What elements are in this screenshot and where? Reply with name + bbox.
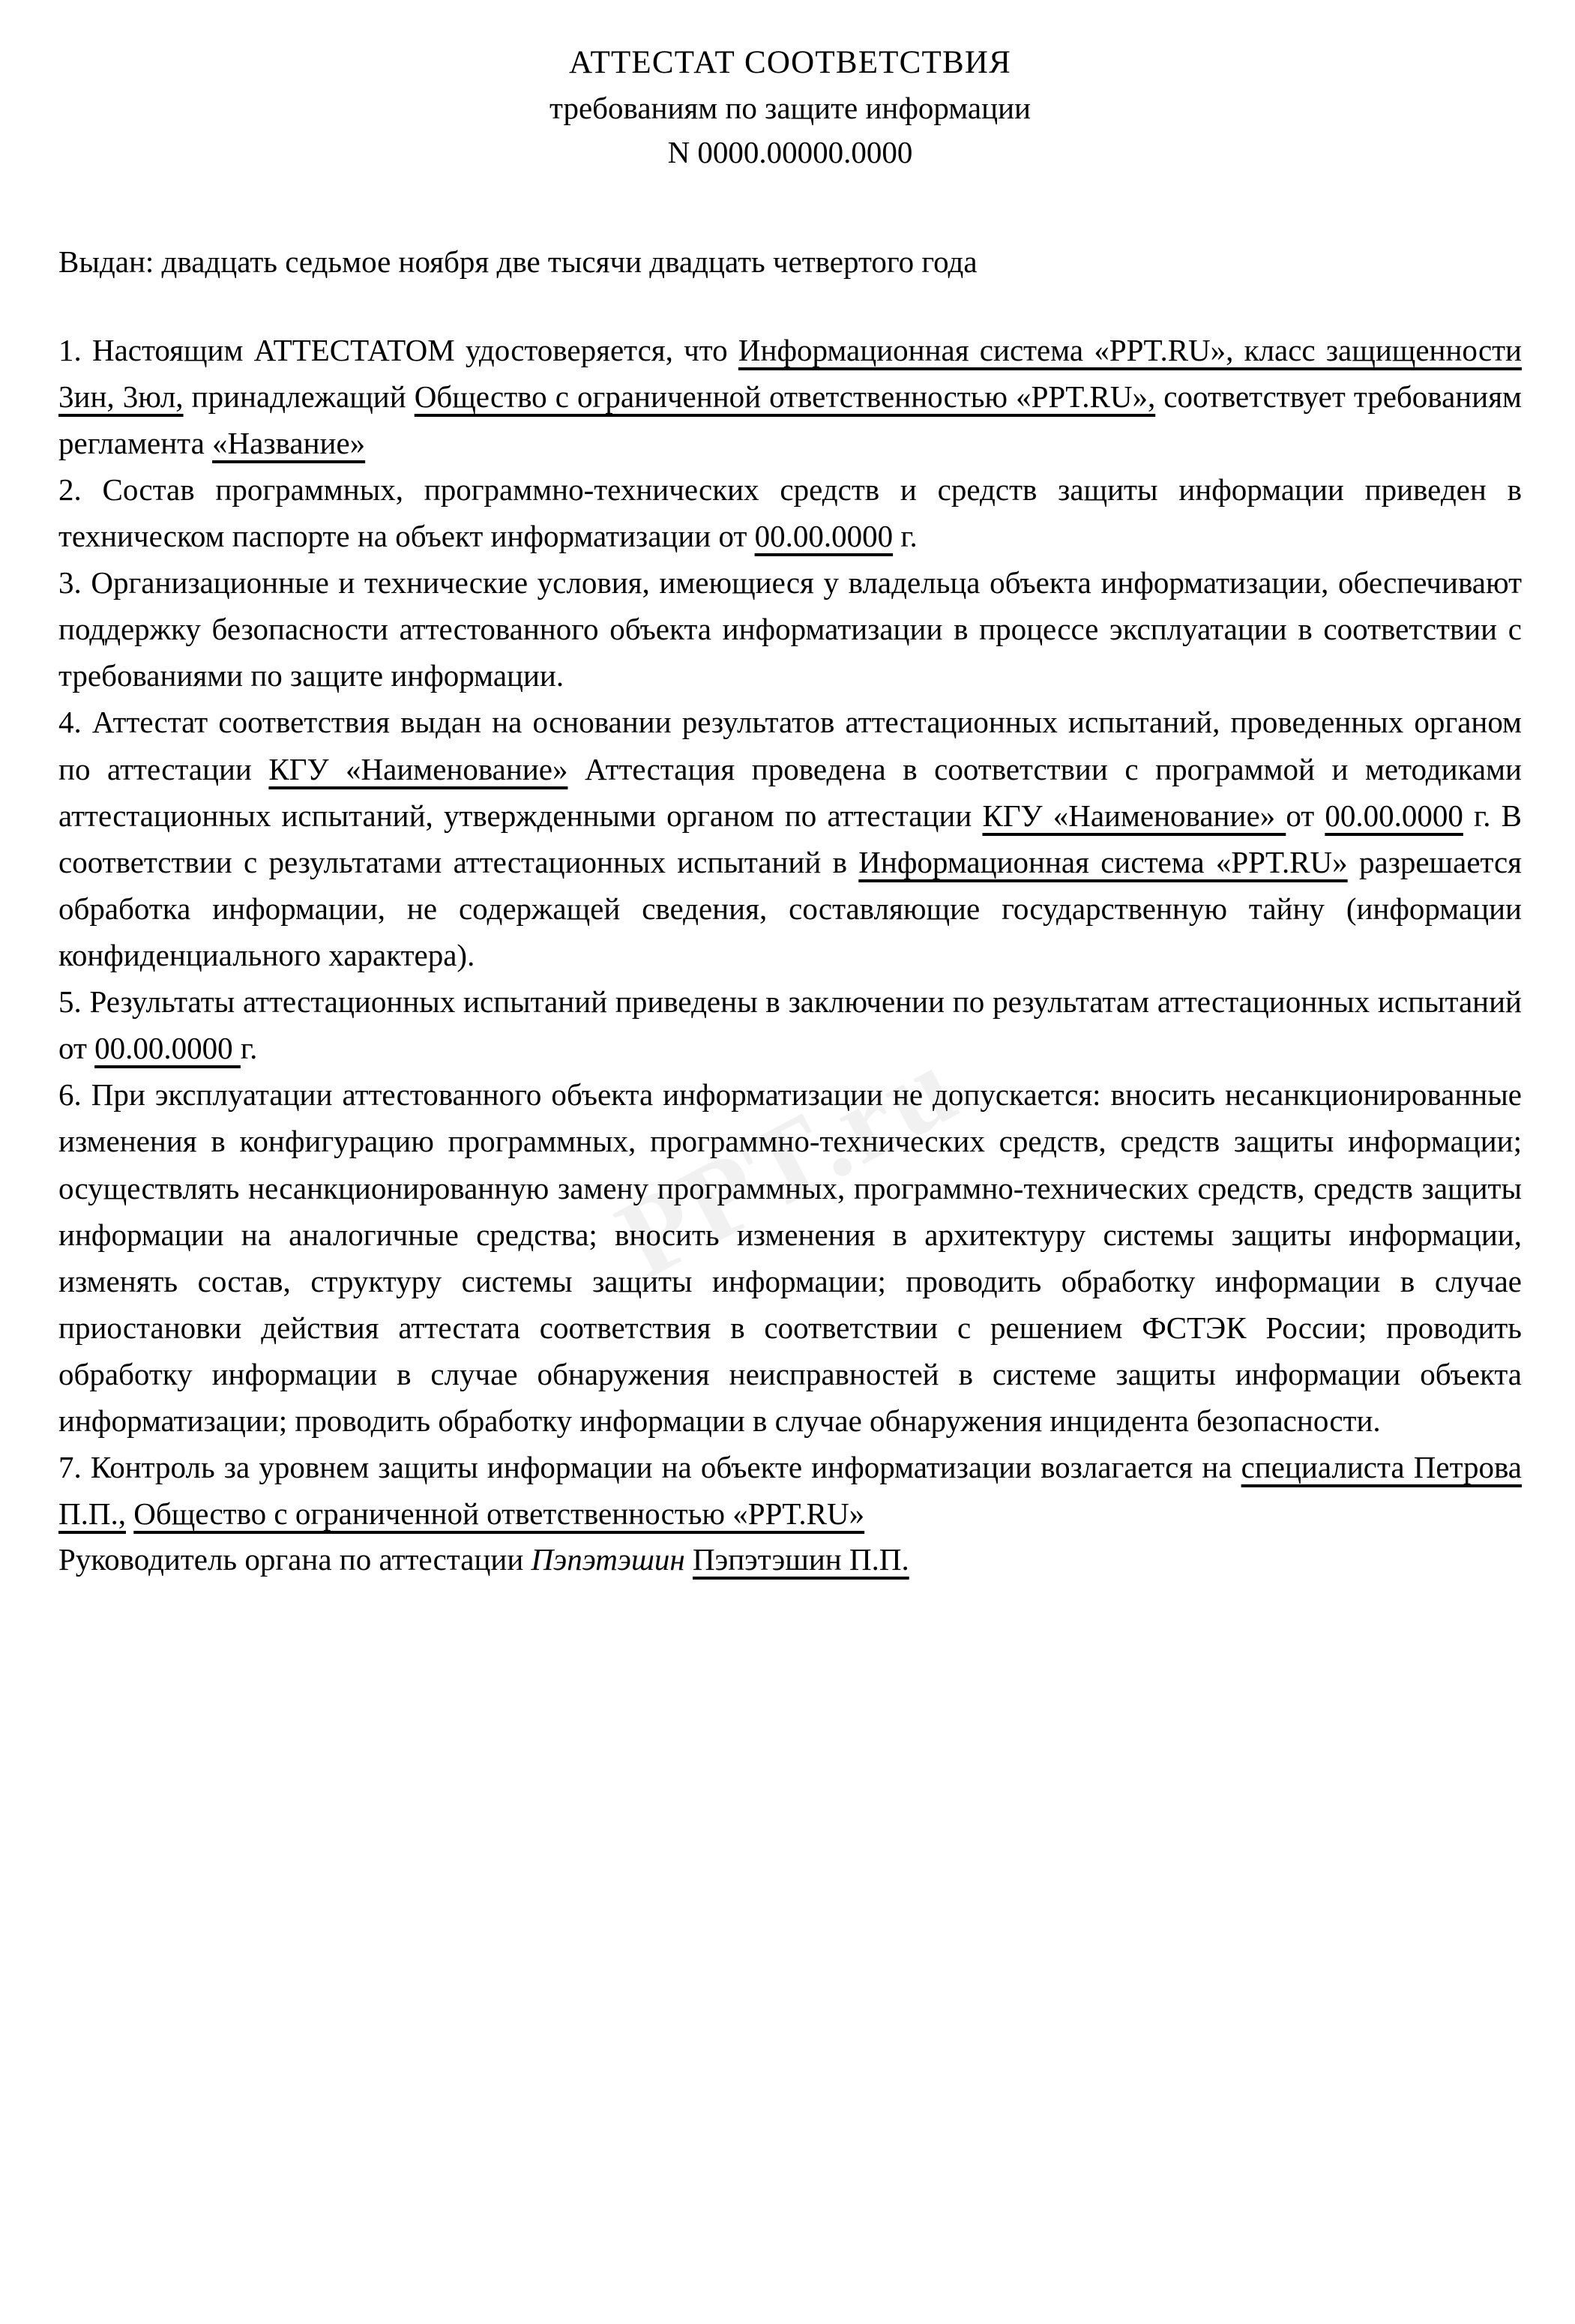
clause-7-text-1: 7. Контроль за уровнем защиты информации на объекте информатизации возлагается на bbox=[58, 1450, 1241, 1485]
signature-spacer bbox=[685, 1542, 693, 1577]
clause-6-text-1: 6. При эксплуатации аттестованного объекта информатизации не допускается: вносить несанкционированные изменения в конфигурацию программных, программно-технических средств, средств защиты информации; осуществлять несанкционированную замену программных, программно-технических средств, средств защиты информации на аналогичные средства; вносить изменения в архитектуру системы защиты информации, изменять состав, структуру системы защиты информации; проводить обработку информации в случае приостановки действия аттестата соответствия в соответствии с решением ФСТЭК России; проводить обработку информации в случае обнаружения неисправностей в системе защиты информации объекта информатизации; проводить обработку информации в случае обнаружения инцидента безопасности. bbox=[58, 1077, 1522, 1439]
issue-date-line: Выдан: двадцать седьмое ноября две тысячи двадцать четвертого года bbox=[58, 244, 978, 280]
clause-4-underline-4: Информационная система «PPT.RU» bbox=[858, 844, 1348, 879]
clause-5-text-1: 5. Результаты аттестационных испытаний приведены в заключении по результатам аттестационных испытаний от bbox=[58, 984, 1522, 1066]
clause-1 bbox=[58, 327, 1522, 466]
clause-2-text-1: 2. Состав программных, программно-технических средств и средств защиты информации приведен в техническом паспорте на объект информатизации от bbox=[58, 472, 1522, 553]
clause-1-text-2: принадлежащий bbox=[183, 379, 415, 414]
clause-2 bbox=[58, 466, 1522, 559]
document-subtitle: требованиям по защите информации bbox=[549, 90, 1031, 125]
clause-5-underline-1: 00.00.0000 bbox=[94, 1031, 241, 1066]
clauses-block bbox=[58, 327, 1522, 1583]
clause-1-text-3: соответствует требованиям регламента bbox=[58, 379, 1522, 460]
clause-1-underline-1: Информационная система «PPT.RU», класс защищенности 3ин, 3юл, bbox=[58, 332, 1522, 414]
clause-4-underline-2: КГУ «Наименование» bbox=[982, 798, 1286, 833]
clause-2-underline-1: 00.00.0000 bbox=[754, 518, 894, 553]
document-header bbox=[58, 42, 1522, 172]
clause-4-underline-3: 00.00.0000 bbox=[1325, 798, 1463, 833]
clause-4 bbox=[58, 699, 1522, 978]
clause-3-text-1: 3. Организационные и технические условия, имеющиеся у владельца объекта информатизации, обеспечивают поддержку безопасности аттестованного объекта информатизации в процессе эксплуатации в соответствии с требованиями по защите информации. bbox=[58, 565, 1522, 693]
signature-line bbox=[58, 1537, 1522, 1583]
clause-1-underline-3: «Название» bbox=[212, 425, 366, 460]
signature-name: Пэпэтэшин П.П. bbox=[693, 1542, 909, 1577]
clause-4-text-3: от bbox=[1286, 798, 1325, 833]
clause-4-text-1: 4. Аттестат соответствия выдан на основании результатов аттестационных испытаний, проведенных органом по аттестации bbox=[58, 705, 1522, 786]
signature-script: Пэпэтэшин bbox=[531, 1542, 685, 1577]
clause-4-text-5: разрешается обработка информации, не содержащей сведения, составляющие государственную тайну (информации конфиденциального характера). bbox=[58, 844, 1522, 972]
clause-7-text-2 bbox=[126, 1496, 133, 1531]
watermark-text: PPT.ru bbox=[598, 1022, 977, 1302]
clause-2-text-2: г. bbox=[893, 518, 918, 553]
clause-5 bbox=[58, 978, 1522, 1071]
signature-role: Руководитель органа по аттестации bbox=[58, 1542, 531, 1577]
clause-7-underline-1: специалиста Петрова П.П., bbox=[58, 1450, 1522, 1532]
clause-4-underline-1: КГУ «Наименование» bbox=[268, 751, 568, 786]
clause-5-text-2: г. bbox=[240, 1031, 258, 1066]
clause-3 bbox=[58, 559, 1522, 699]
clause-4-text-4: г. В соответствии с результатами аттестационных испытаний в bbox=[58, 798, 1522, 879]
clause-6 bbox=[58, 1071, 1522, 1444]
document-title: АТТЕСТАТ СООТВЕТСТВИЯ bbox=[569, 45, 1011, 80]
clause-1-underline-2: Общество с ограниченной ответственностью «PPT.RU», bbox=[414, 379, 1156, 414]
clause-7 bbox=[58, 1444, 1522, 1537]
clause-1-text-1: 1. Настоящим АТТЕСТАТОМ удостоверяется, что bbox=[58, 332, 738, 367]
clause-7-underline-2: Общество с ограниченной ответственностью «PPT.RU» bbox=[133, 1496, 865, 1532]
document-number: N 0000.00000.0000 bbox=[667, 135, 913, 169]
clause-4-text-2: Аттестация проведена в соответствии с программой и методиками аттестационных испытаний, утвержденными органом по аттестации bbox=[58, 751, 1522, 833]
